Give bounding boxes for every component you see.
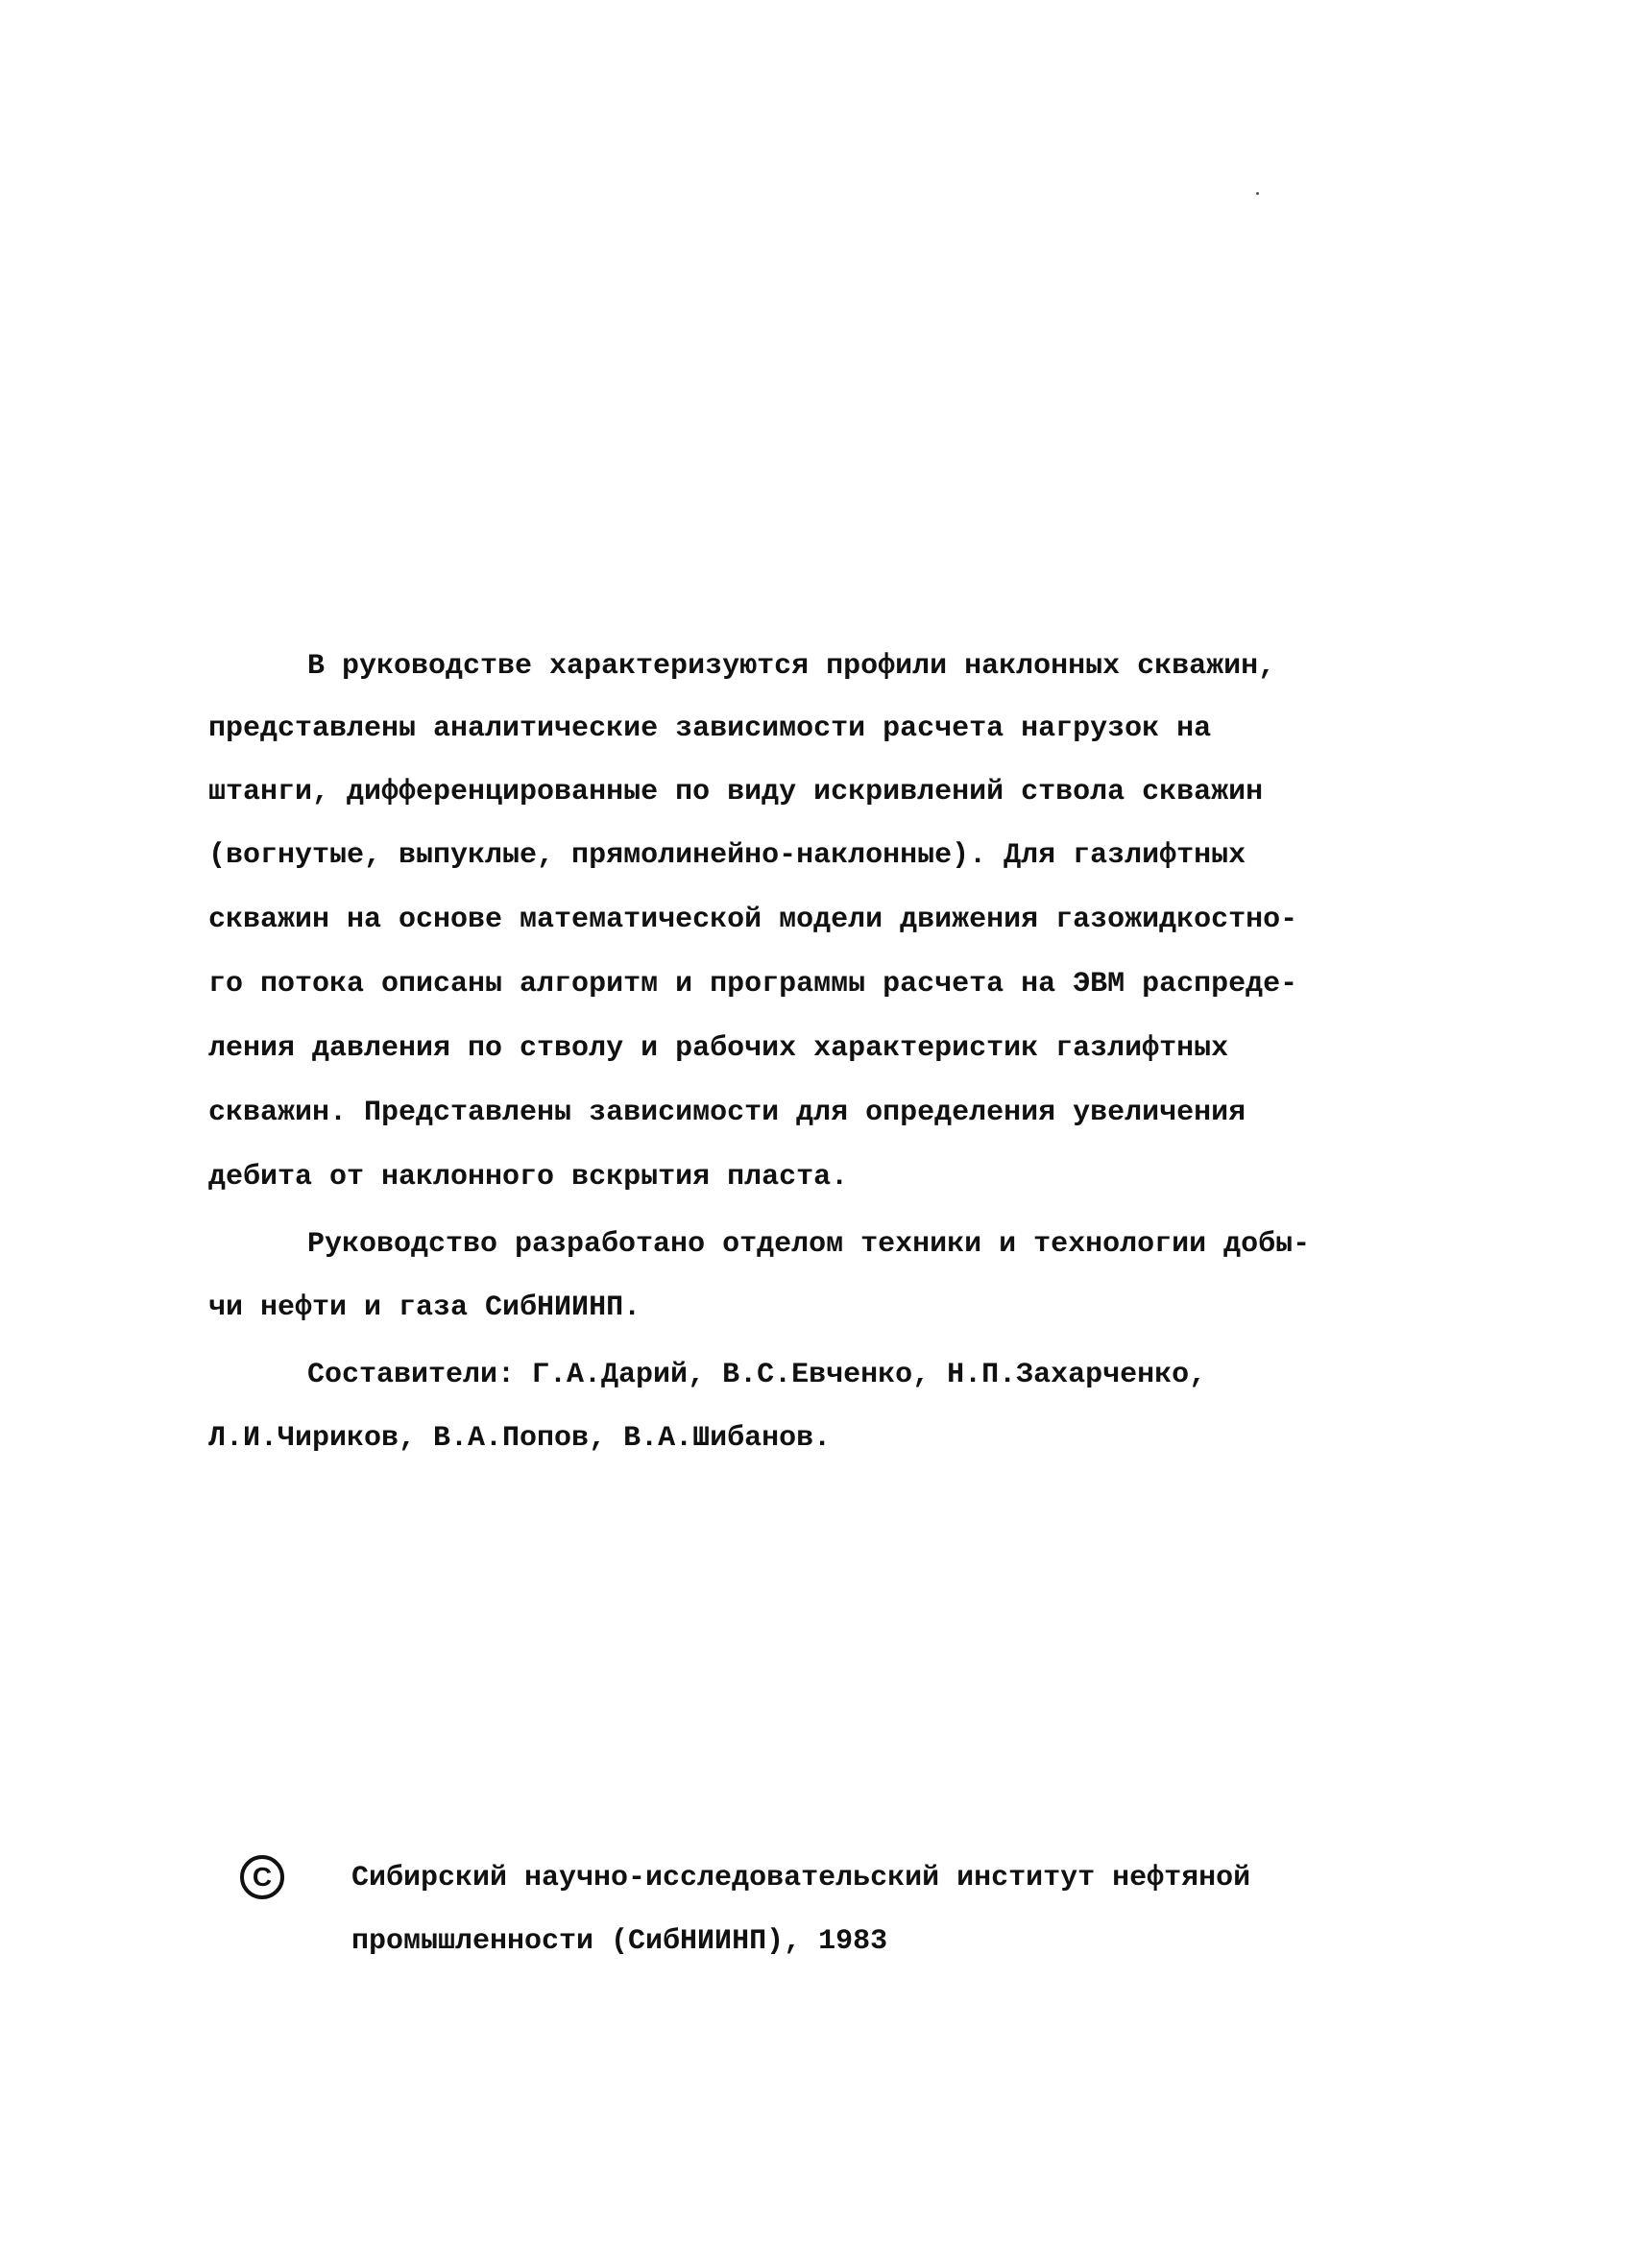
abstract-line: представлены аналитические зависимости расчета нагрузок на	[208, 712, 1212, 745]
abstract-line: В руководстве характеризуются профили наклонных скважин,	[307, 650, 1276, 683]
abstract-line: скважин. Представлены зависимости для определения увеличения	[208, 1097, 1246, 1129]
scan-speck	[1256, 192, 1259, 195]
abstract-line: скважин на основе математической модели движения газожидкостно-	[208, 904, 1298, 936]
developer-line: чи нефти и газа СибНИИНП.	[208, 1291, 641, 1324]
authors-line: Составители: Г.А.Дарий, В.С.Евченко, Н.П.Захарченко,	[307, 1359, 1207, 1391]
abstract-line: (вогнутые, выпуклые, прямолинейно-наклонные). Для газлифтных	[208, 839, 1246, 872]
abstract-line: дебита от наклонного вскрытия пласта.	[208, 1161, 849, 1194]
abstract-line: го потока описаны алгоритм и программы расчета на ЭВМ распреде-	[208, 968, 1298, 1001]
copyright-line: Сибирский научно-исследовательский институт нефтяной	[351, 1862, 1251, 1894]
developer-line: Руководство разработано отделом техники и технологии добы-	[307, 1228, 1311, 1261]
authors-line: Л.И.Чириков, В.А.Попов, В.А.Шибанов.	[208, 1422, 832, 1455]
copyright-block	[240, 1855, 1488, 2047]
abstract-line: штанги, дифференцированные по виду искривлений ствола скважин	[208, 776, 1264, 808]
copyright-icon: C	[240, 1855, 284, 1899]
abstract-line: ления давления по стволу и рабочих характеристик газлифтных	[208, 1032, 1229, 1065]
copyright-line: промышленности (СибНИИНП), 1983	[351, 1925, 888, 1958]
